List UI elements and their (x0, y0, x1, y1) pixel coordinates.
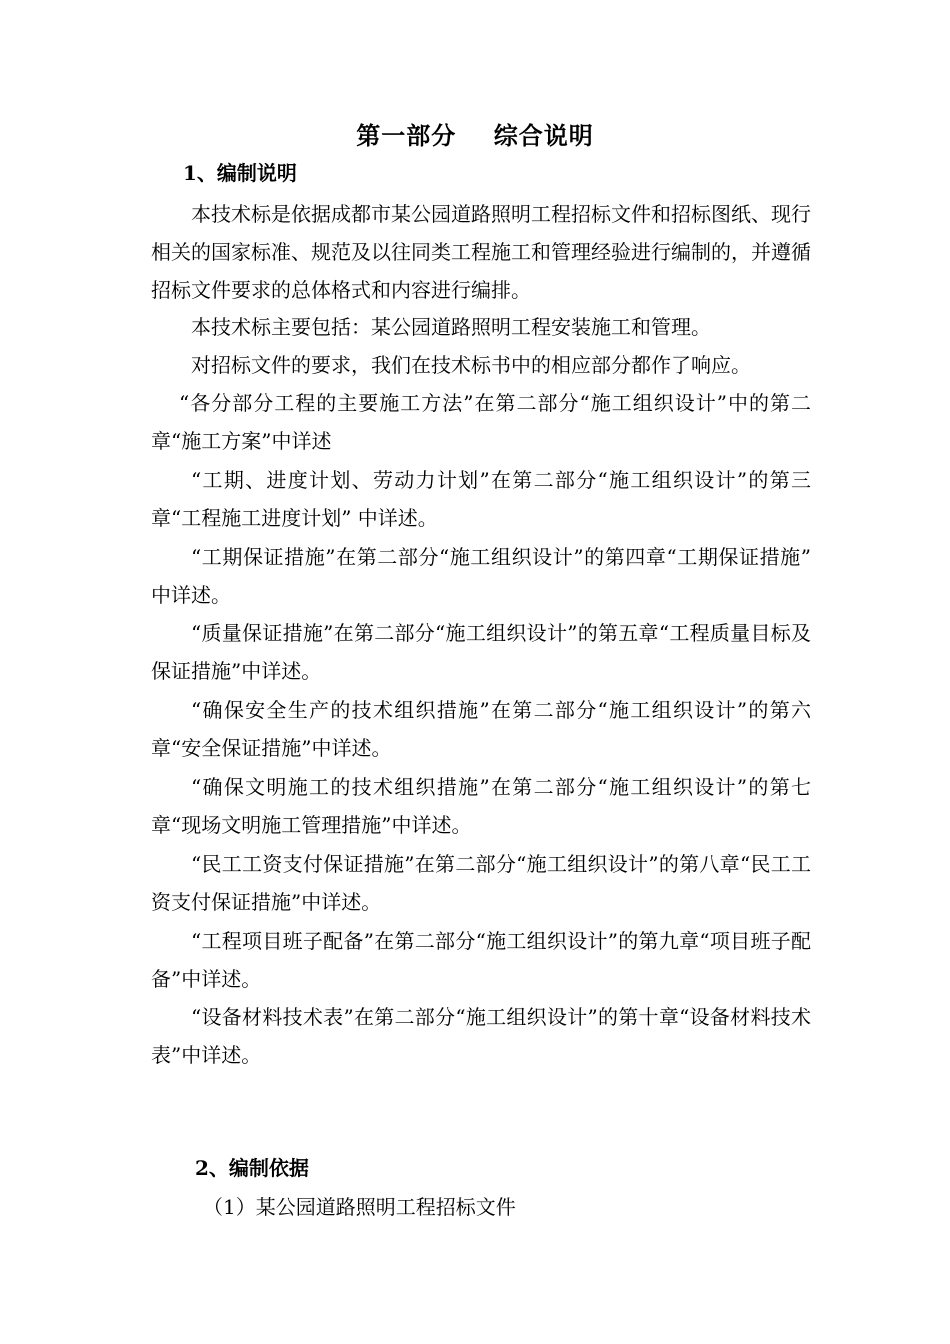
paragraph-response-statement: 对招标文件的要求，我们在技术标书中的相应部分都作了响应。 (191, 353, 751, 377)
paragraph-basis-of-tender: 本技术标是依据成都市某公园道路照明工程招标文件和招标图纸、现行相关的国家标准、规范及以往同类工程施工和管理经验进行编制的，并遵循招标文件要求的总体格式和内容进行编排。 (151, 202, 811, 302)
paragraph-construction-methods: “各分部分工程的主要施工方法”在第二部分“施工组织设计”中的第二章“施工方案”中详述 (151, 391, 811, 453)
section-heading-compilation-notes: 1、编制说明 (183, 161, 297, 185)
paragraph-quality-assurance: “质量保证措施”在第二部分“施工组织设计”的第五章“工程质量目标及保证措施”中详述。 (151, 621, 811, 683)
list-item: （1）某公园道路照明工程招标文件 (203, 1195, 516, 1219)
paragraph-schedule-assurance: “工期保证措施”在第二部分“施工组织设计”的第四章“工期保证措施” 中详述。 (151, 545, 811, 607)
paragraph-equipment-materials: “设备材料技术表”在第二部分“施工组织设计”的第十章“设备材料技术表”中详述。 (151, 1005, 811, 1067)
paragraph-project-team: “工程项目班子配备”在第二部分“施工组织设计”的第九章“项目班子配备”中详述。 (151, 929, 811, 991)
paragraph-safety-measures: “确保安全生产的技术组织措施”在第二部分“施工组织设计”的第六章“安全保证措施”中详述。 (151, 698, 811, 760)
section-heading-compilation-basis: 2、编制依据 (195, 1156, 309, 1180)
document-title: 第一部分 综合说明 (356, 121, 594, 150)
paragraph-civilized-construction: “确保文明施工的技术组织措施”在第二部分“施工组织设计”的第七章“现场文明施工管理措施”中详述。 (151, 775, 811, 837)
paragraph-wage-payment: “民工工资支付保证措施”在第二部分“施工组织设计”的第八章“民工工资支付保证措施”中详述。 (151, 852, 811, 914)
paragraph-schedule: “工期、进度计划、劳动力计划”在第二部分“施工组织设计”的第三章“工程施工进度计划” 中详述。 (151, 468, 811, 530)
paragraph-main-contents: 本技术标主要包括：某公园道路照明工程安装施工和管理。 (191, 315, 711, 339)
